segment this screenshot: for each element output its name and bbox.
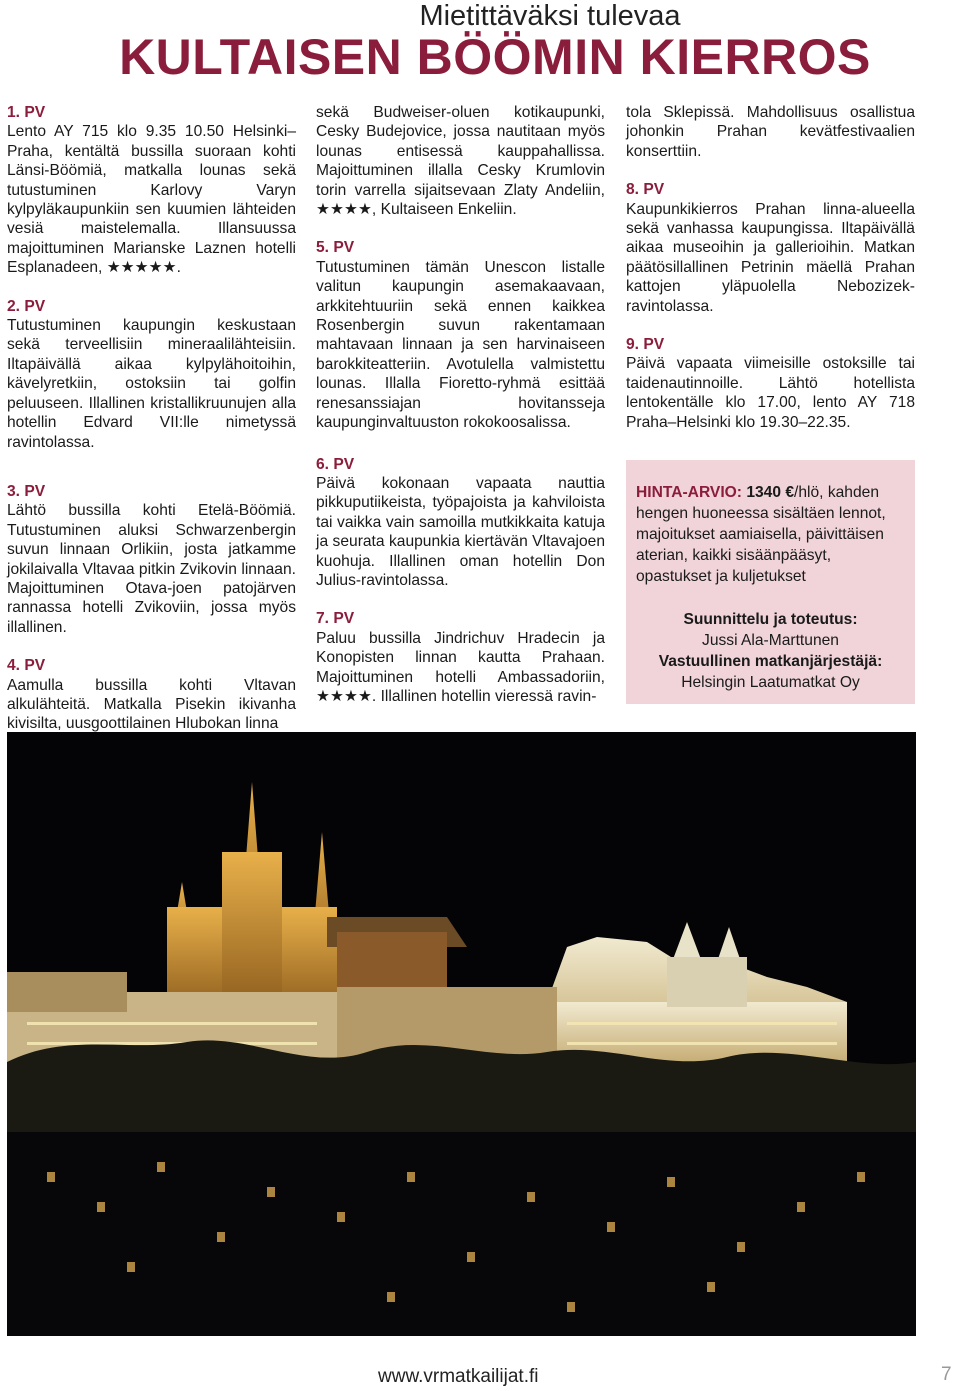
day-text: Kaupunkikierros Prahan linna-alueella sekä vanhassa kaupungissa. Iltapäivällä aikaa museoihin ja gallerioihin. Matkan päätösillallinen Petrinin mäellä Prahan kattojen yläpuolella Nebozizek-ravintolassa. — [626, 200, 915, 315]
organizer-name: Helsingin Laatumatkat Oy — [681, 674, 860, 691]
itinerary-column-2 — [316, 103, 605, 706]
day-label: 5. PV — [316, 239, 355, 257]
day-label: 7. PV — [316, 610, 355, 628]
planning-label: Suunnittelu ja toteutus: — [683, 611, 858, 628]
day-label: 6. PV — [316, 455, 355, 473]
prague-castle-night-photo — [7, 732, 916, 1336]
price-amount: 1340 € — [746, 484, 795, 501]
day-text: Lento AY 715 klo 9.35 10.50 Helsinki–Praha, kentältä bussilla suoraan kohti Länsi-Böömiä, matkalla lounas sekä tutustuminen Karlovy Varyn kylpyläkaupunkiin sen kuumien lähteiden vesiä maistelemalla. Illansuussa majoittuminen Marianske Laznen hotelli Esplanadeen, ★★★★★. — [7, 123, 296, 277]
castle-illustration — [7, 732, 916, 1336]
itinerary-column-1 — [7, 103, 296, 734]
day-text: Tutustuminen kaupungin keskustaan sekä terveellisiin mineraalilähteisiin. Iltapäivällä aikaa kylpylähoitoihin, kävelyretkiin, ostoksiin tai golfin peluuseen. Illallinen kristallikruunujen alla hotellin Edvard VII:lle nimetyssä ravintolassa. — [7, 317, 296, 451]
day-4 — [7, 656, 296, 734]
day-4-continued — [316, 103, 605, 219]
day-7-continued — [626, 103, 915, 161]
price-info — [636, 482, 905, 587]
day-label: 4. PV — [7, 657, 46, 675]
day-text: Tutustuminen tämän Unescon listalle valitun kaupungin asemakaavaan, arkkitehtuuriin sekä ennen kaikkea Rosenbergin suvun rakentamaan mahtavaan linnaan ja sen harvinaiseen barokkiteatteriin. Avotulella valmistettu lounas. Illalla Fioretto-ryhmä esittää renesanssiajan hovitansseja kaupunginvaltuuston rokokoosalissa. — [316, 258, 605, 432]
itinerary-column-3 — [626, 103, 915, 432]
day-8 — [626, 180, 915, 316]
day-text: sekä Budweiser-oluen kotikaupunki, Cesky Budejovice, jossa nautitaan myös lounas entisessä kauppahallissa. Majoittuminen illalla Cesky Krumlovin torin varrella sijaitsevaan Zlaty Andeliin, ★★★★, Kultaiseen Enkeliin. — [316, 104, 605, 219]
page-number: 7 — [941, 1364, 952, 1385]
day-9 — [626, 335, 915, 432]
day-label: 3. PV — [7, 482, 46, 500]
price-box — [626, 460, 915, 704]
day-label: 9. PV — [626, 336, 665, 354]
day-label: 8. PV — [626, 181, 665, 199]
day-6 — [316, 455, 605, 591]
day-label: 2. PV — [7, 297, 46, 315]
price-text: /hlö, kahden hengen huoneessa sisältäen lennot, majoitukset aamiaisella, päivittäisen aterian, kaikki sisäänpääsyt, opastukset ja kuljetukset — [636, 484, 886, 585]
day-text: Päivä vapaata viimeisille ostoksille tai taidenautinnoille. Lähtö hotellista lentokentälle klo 17.00, lento AY 718 Praha–Helsinki klo 19.30–22.35. — [626, 355, 915, 431]
day-7 — [316, 609, 605, 706]
day-text: tola Sklepissä. Mahdollisuus osallistua johonkin Prahan kevätfestivaalien konserttiin. — [626, 104, 915, 160]
day-label: 1. PV — [7, 104, 46, 121]
footer-url[interactable]: www.vrmatkailijat.fi — [378, 1366, 539, 1387]
day-5 — [316, 238, 605, 432]
day-text: Päivä kokonaan vapaata nauttia pikkuputiikeista, työpajoista ja kahviloista tai vaikka vain samoilla mutkikkaita katuja ja seurata kaupunkia kiertävän Vltavajoen kuohuja. Illallinen oman hotellin Don Julius-ravintolassa. — [316, 474, 605, 589]
planner-name: Jussi Ala-Marttunen — [702, 632, 839, 649]
section-kicker: Mietittäväksi tulevaa — [419, 0, 681, 32]
day-text: Lähtö bussilla kohti Etelä-Böömiä. Tutustuminen aluksi Schwarzenbergin suvun linnaan Orlikiin, josta jatkamme jokilaivalla Vltavaa pitkin Zvikovin linnaan. Majoittuminen Otava-joen patojärven rannassa hotelli Zvikoviin, jossa myös illallinen. — [7, 502, 296, 636]
day-2 — [7, 297, 296, 452]
page-title: KULTAISEN BÖÖMIN KIERROS — [119, 29, 871, 85]
day-text: Aamulla bussilla kohti Vltavan alkulähteitä. Matkalla Pisekin ikivanha kivisilta, uusgoottilainen Hlubokan linna — [7, 676, 296, 733]
day-3 — [7, 482, 296, 637]
credits — [636, 609, 905, 693]
day-1 — [7, 103, 296, 278]
price-label: HINTA-ARVIO: — [636, 484, 742, 501]
organizer-label: Vastuullinen matkanjärjestäjä: — [658, 653, 883, 670]
day-text: Paluu bussilla Jindrichuv Hradecin ja Konopisten linnan kautta Prahaan. Majoittuminen hotelli Ambassadoriin, ★★★★. Illallinen hotellin vieressä ravin- — [316, 629, 605, 705]
